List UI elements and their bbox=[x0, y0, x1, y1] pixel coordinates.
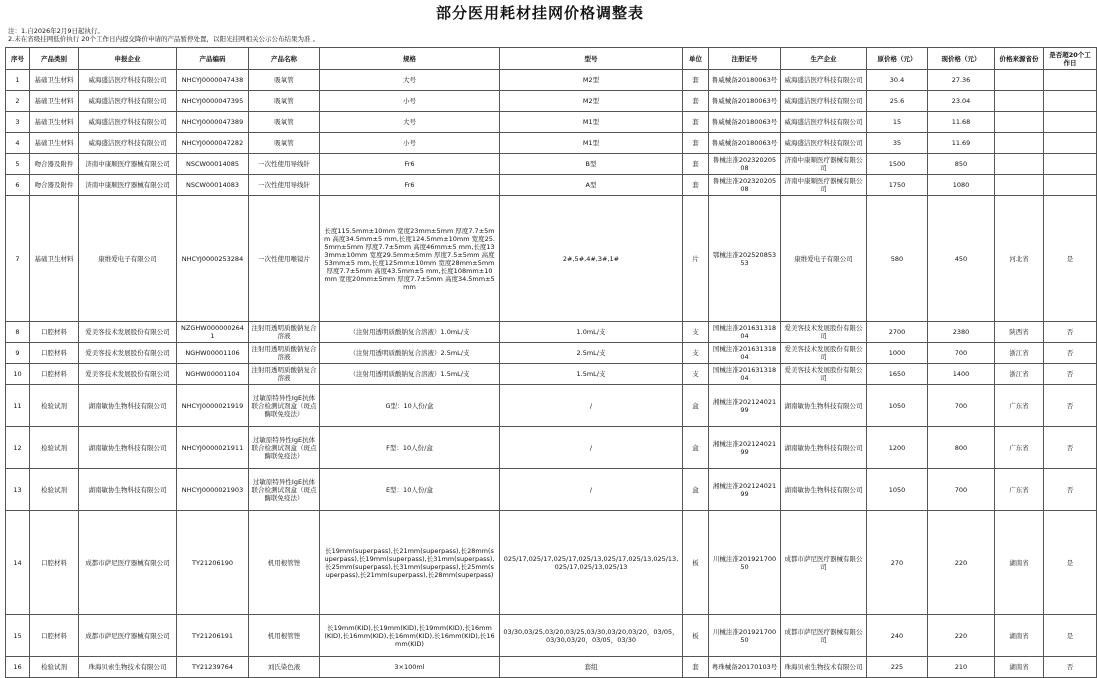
cell-orig: 35 bbox=[867, 133, 928, 154]
cell-over: 否 bbox=[1044, 364, 1097, 385]
note-line-2: 2.未在省级挂网低价执行 20个工作日内提交降价申请的产品暂停处置，以阳光挂网相关公示公布结果为准 。 bbox=[8, 35, 320, 43]
cell-source bbox=[995, 154, 1044, 175]
cell-category: 口腔材料 bbox=[30, 511, 79, 615]
cell-model: M2型 bbox=[500, 70, 683, 91]
cell-model: B型 bbox=[500, 154, 683, 175]
cell-now: 220 bbox=[928, 511, 995, 615]
cell-name: 吸氧管 bbox=[249, 112, 320, 133]
cell-orig: 25.6 bbox=[867, 91, 928, 112]
cell-name: 注射用透明质酸钠复合溶液 bbox=[249, 364, 320, 385]
cell-unit: 套 bbox=[683, 175, 709, 196]
cell-spec: （注射用透明质酸钠复合溶液）2.5mL/支 bbox=[320, 343, 500, 364]
cell-now: 700 bbox=[928, 469, 995, 511]
cell-reg: 鲁威械备20180063号 bbox=[709, 133, 781, 154]
cell-name: 一次性使用导线针 bbox=[249, 154, 320, 175]
cell-maker: 济南中康顺医疗器械有限公司 bbox=[781, 154, 867, 175]
cell-spec: 长19mm(superpass),长21mm(superpass),长28mm(superpass),长19mm(superpass),长31mm(superpass),长25mm(superpass),长31mm(superpass),长25mm(superpass),长21mm(superpass),长28mm(superpass) bbox=[320, 511, 500, 615]
cell-maker: 爱美客技术发展股份有限公司 bbox=[781, 364, 867, 385]
header-category: 产品类别 bbox=[30, 48, 79, 70]
cell-over: 否 bbox=[1044, 322, 1097, 343]
cell-no: 10 bbox=[6, 364, 30, 385]
cell-over: 否 bbox=[1044, 427, 1097, 469]
cell-orig: 225 bbox=[867, 657, 928, 678]
cell-category: 基础卫生材料 bbox=[30, 112, 79, 133]
cell-spec: E型：10人份/盒 bbox=[320, 469, 500, 511]
cell-over bbox=[1044, 133, 1097, 154]
table-row bbox=[6, 175, 1097, 196]
cell-over: 否 bbox=[1044, 657, 1097, 678]
cell-now: 23.04 bbox=[928, 91, 995, 112]
cell-reg: 鲁械注准20232020508 bbox=[709, 154, 781, 175]
cell-now: 1400 bbox=[928, 364, 995, 385]
cell-maker: 威海盛洁医疗科技有限公司 bbox=[781, 91, 867, 112]
cell-reg: 鲁械注准20232020508 bbox=[709, 175, 781, 196]
cell-now: 1080 bbox=[928, 175, 995, 196]
cell-source bbox=[995, 175, 1044, 196]
cell-applicant: 成都市萨尼医疗器械有限公司 bbox=[79, 511, 177, 615]
cell-spec: （注射用透明质酸钠复合溶液）1.5mL/支 bbox=[320, 364, 500, 385]
cell-reg: 湘械注准20212402199 bbox=[709, 469, 781, 511]
cell-now: 450 bbox=[928, 196, 995, 322]
header-name: 产品名称 bbox=[249, 48, 320, 70]
cell-maker: 成都市萨尼医疗器械有限公司 bbox=[781, 615, 867, 657]
header-over: 是否超20个工作日 bbox=[1044, 48, 1097, 70]
cell-no: 8 bbox=[6, 322, 30, 343]
cell-category: 检验试剂 bbox=[30, 385, 79, 427]
cell-maker: 济南中康顺医疗器械有限公司 bbox=[781, 175, 867, 196]
cell-spec: 小号 bbox=[320, 133, 500, 154]
header-orig-price: 原价格（元） bbox=[867, 48, 928, 70]
header-no: 序号 bbox=[6, 48, 30, 70]
cell-over: 是 bbox=[1044, 196, 1097, 322]
header-maker: 生产企业 bbox=[781, 48, 867, 70]
cell-reg: 粤珠械备20170103号 bbox=[709, 657, 781, 678]
cell-over bbox=[1044, 91, 1097, 112]
cell-source: 广东省 bbox=[995, 427, 1044, 469]
cell-no: 16 bbox=[6, 657, 30, 678]
header-reg: 注册证号 bbox=[709, 48, 781, 70]
cell-category: 基础卫生材料 bbox=[30, 133, 79, 154]
cell-no: 3 bbox=[6, 112, 30, 133]
table-row bbox=[6, 364, 1097, 385]
cell-reg: 鲁威械备20180063号 bbox=[709, 91, 781, 112]
cell-category: 基础卫生材料 bbox=[30, 70, 79, 91]
cell-source bbox=[995, 133, 1044, 154]
table-row bbox=[6, 112, 1097, 133]
table-row bbox=[6, 511, 1097, 615]
cell-code: NHCYJ0000047395 bbox=[177, 91, 249, 112]
cell-maker: 康维爱电子有限公司 bbox=[781, 196, 867, 322]
cell-maker: 湖南敏协生物科技有限公司 bbox=[781, 427, 867, 469]
cell-unit: 套 bbox=[683, 657, 709, 678]
cell-category: 口腔材料 bbox=[30, 615, 79, 657]
cell-source: 湖南省 bbox=[995, 615, 1044, 657]
header-applicant: 申报企业 bbox=[79, 48, 177, 70]
header-model: 型号 bbox=[500, 48, 683, 70]
cell-unit: 套 bbox=[683, 91, 709, 112]
cell-model: / bbox=[500, 427, 683, 469]
cell-now: 2380 bbox=[928, 322, 995, 343]
cell-orig: 1200 bbox=[867, 427, 928, 469]
cell-now: 11.69 bbox=[928, 133, 995, 154]
cell-reg: 国械注准20163131804 bbox=[709, 343, 781, 364]
cell-name: 过敏原特异性IgE抗体联合检测试剂盒（斑点酶联免疫法） bbox=[249, 385, 320, 427]
cell-unit: 板 bbox=[683, 511, 709, 615]
cell-orig: 1650 bbox=[867, 364, 928, 385]
cell-unit: 盒 bbox=[683, 385, 709, 427]
cell-model: A型 bbox=[500, 175, 683, 196]
cell-reg: 湘械注准20212402199 bbox=[709, 427, 781, 469]
cell-applicant: 济南中康顺医疗器械有限公司 bbox=[79, 175, 177, 196]
cell-orig: 1750 bbox=[867, 175, 928, 196]
cell-source: 湖南省 bbox=[995, 511, 1044, 615]
cell-name: 吸氧管 bbox=[249, 91, 320, 112]
cell-code: NZGHW0000002641 bbox=[177, 322, 249, 343]
table-header-row bbox=[6, 48, 1097, 70]
cell-spec: 3×100ml bbox=[320, 657, 500, 678]
cell-orig: 1050 bbox=[867, 385, 928, 427]
cell-spec: G型：10人份/盒 bbox=[320, 385, 500, 427]
cell-name: 刘氏染色液 bbox=[249, 657, 320, 678]
cell-unit: 套 bbox=[683, 112, 709, 133]
cell-unit: 支 bbox=[683, 343, 709, 364]
cell-applicant: 威海盛洁医疗科技有限公司 bbox=[79, 70, 177, 91]
cell-source bbox=[995, 91, 1044, 112]
cell-spec: F型：10人份/盒 bbox=[320, 427, 500, 469]
cell-spec: 长19mm(KID),长19mm(KID),长19mm(KID),长16mm(KID),长16mm(KID),长16mm(KID),长16mm(KID),长16mm(KID) bbox=[320, 615, 500, 657]
cell-no: 13 bbox=[6, 469, 30, 511]
cell-no: 1 bbox=[6, 70, 30, 91]
cell-model: M2型 bbox=[500, 91, 683, 112]
cell-maker: 威海盛洁医疗科技有限公司 bbox=[781, 70, 867, 91]
cell-category: 口腔材料 bbox=[30, 322, 79, 343]
cell-over bbox=[1044, 175, 1097, 196]
table-row bbox=[6, 385, 1097, 427]
cell-code: NHCYJ0000047438 bbox=[177, 70, 249, 91]
note-line-1: 注：1.自2026年2月9日起执行。 bbox=[8, 27, 105, 35]
cell-model: 025/17,025/17,025/17,025/13,025/17,025/13,025/13,025/17,025/13,025/13 bbox=[500, 511, 683, 615]
cell-no: 14 bbox=[6, 511, 30, 615]
table-row bbox=[6, 70, 1097, 91]
header-source: 价格来源省份 bbox=[995, 48, 1044, 70]
cell-model: 套组 bbox=[500, 657, 683, 678]
cell-category: 基础卫生材料 bbox=[30, 196, 79, 322]
table-row bbox=[6, 427, 1097, 469]
cell-name: 注射用透明质酸钠复合溶液 bbox=[249, 343, 320, 364]
cell-orig: 15 bbox=[867, 112, 928, 133]
cell-reg: 鲁威械备20180063号 bbox=[709, 70, 781, 91]
cell-maker: 珠海贝索生物技术有限公司 bbox=[781, 657, 867, 678]
header-spec: 规格 bbox=[320, 48, 500, 70]
cell-maker: 湖南敏协生物科技有限公司 bbox=[781, 385, 867, 427]
cell-source bbox=[995, 112, 1044, 133]
table-row bbox=[6, 154, 1097, 175]
cell-category: 检验试剂 bbox=[30, 657, 79, 678]
cell-orig: 1050 bbox=[867, 469, 928, 511]
cell-maker: 湖南敏协生物科技有限公司 bbox=[781, 469, 867, 511]
cell-unit: 片 bbox=[683, 196, 709, 322]
cell-category: 基础卫生材料 bbox=[30, 91, 79, 112]
cell-category: 吻合器及附件 bbox=[30, 175, 79, 196]
cell-applicant: 爱美客技术发展股份有限公司 bbox=[79, 364, 177, 385]
cell-reg: 湘械注准20212402199 bbox=[709, 385, 781, 427]
cell-code: NGHW00001104 bbox=[177, 364, 249, 385]
cell-applicant: 成都市萨尼医疗器械有限公司 bbox=[79, 615, 177, 657]
cell-code: TY21206190 bbox=[177, 511, 249, 615]
cell-now: 700 bbox=[928, 385, 995, 427]
cell-category: 吻合器及附件 bbox=[30, 154, 79, 175]
page-title: 部分医用耗材挂网价格调整表 bbox=[435, 4, 644, 22]
table-row bbox=[6, 196, 1097, 322]
cell-no: 4 bbox=[6, 133, 30, 154]
cell-unit: 支 bbox=[683, 364, 709, 385]
cell-maker: 威海盛洁医疗科技有限公司 bbox=[781, 112, 867, 133]
cell-no: 5 bbox=[6, 154, 30, 175]
table-row bbox=[6, 615, 1097, 657]
cell-now: 220 bbox=[928, 615, 995, 657]
cell-over bbox=[1044, 154, 1097, 175]
cell-orig: 1500 bbox=[867, 154, 928, 175]
cell-name: 吸氧管 bbox=[249, 70, 320, 91]
cell-now: 27.36 bbox=[928, 70, 995, 91]
cell-now: 700 bbox=[928, 343, 995, 364]
cell-code: NHCYJ0000021903 bbox=[177, 469, 249, 511]
cell-orig: 30.4 bbox=[867, 70, 928, 91]
cell-maker: 爱美客技术发展股份有限公司 bbox=[781, 322, 867, 343]
cell-name: 过敏原特异性IgE抗体联合检测试剂盒（斑点酶联免疫法） bbox=[249, 427, 320, 469]
table-row bbox=[6, 343, 1097, 364]
table-row bbox=[6, 91, 1097, 112]
cell-over: 是 bbox=[1044, 615, 1097, 657]
cell-applicant: 湖南敏协生物科技有限公司 bbox=[79, 385, 177, 427]
cell-now: 800 bbox=[928, 427, 995, 469]
cell-applicant: 珠海贝索生物技术有限公司 bbox=[79, 657, 177, 678]
cell-reg: 国械注准20163131804 bbox=[709, 322, 781, 343]
cell-applicant: 湖南敏协生物科技有限公司 bbox=[79, 469, 177, 511]
cell-now: 850 bbox=[928, 154, 995, 175]
cell-reg: 国械注准20163131804 bbox=[709, 364, 781, 385]
cell-code: NGHW00001106 bbox=[177, 343, 249, 364]
cell-unit: 套 bbox=[683, 133, 709, 154]
cell-no: 7 bbox=[6, 196, 30, 322]
cell-name: 机用根管锉 bbox=[249, 511, 320, 615]
cell-name: 注射用透明质酸钠复合溶液 bbox=[249, 322, 320, 343]
cell-applicant: 威海盛洁医疗科技有限公司 bbox=[79, 133, 177, 154]
cell-reg: 鄂械注准20252085353 bbox=[709, 196, 781, 322]
cell-orig: 2700 bbox=[867, 322, 928, 343]
cell-no: 9 bbox=[6, 343, 30, 364]
cell-now: 210 bbox=[928, 657, 995, 678]
cell-reg: 川械注准20192170050 bbox=[709, 615, 781, 657]
header-unit: 单位 bbox=[683, 48, 709, 70]
cell-name: 过敏原特异性IgE抗体联合检测试剂盒（斑点酶联免疫法） bbox=[249, 469, 320, 511]
cell-spec: Fr6 bbox=[320, 175, 500, 196]
cell-spec: 小号 bbox=[320, 91, 500, 112]
cell-reg: 川械注准20192170050 bbox=[709, 511, 781, 615]
cell-applicant: 爱美客技术发展股份有限公司 bbox=[79, 322, 177, 343]
cell-category: 检验试剂 bbox=[30, 469, 79, 511]
cell-name: 一次性使用喉镜片 bbox=[249, 196, 320, 322]
cell-unit: 盒 bbox=[683, 469, 709, 511]
cell-applicant: 湖南敏协生物科技有限公司 bbox=[79, 427, 177, 469]
cell-applicant: 济南中康顺医疗器械有限公司 bbox=[79, 154, 177, 175]
table-row bbox=[6, 469, 1097, 511]
cell-model: / bbox=[500, 385, 683, 427]
cell-source: 湖南省 bbox=[995, 657, 1044, 678]
cell-category: 口腔材料 bbox=[30, 343, 79, 364]
cell-spec: 长度115.5mm±10mm 宽度23mm±5mm 厚度7.7±5mm 高度34.5mm±5 mm,长度124.5mm±10mm 宽度25.5mm±5mm 厚度7.7±5mm 高度46mm±5 mm,长度133mm±10mm 宽度29.5mm±5mm 厚度7.5±5mm 高度53mm±5 mm,长度125mm±10mm 宽度28mm±5mm 厚度7.7±5mm 高度43.5mm±5 mm,长度108mm±10mm 宽度20mm±5mm 厚度7.7±5mm 高度34.5mm±5 mm bbox=[320, 196, 500, 322]
cell-model: / bbox=[500, 469, 683, 511]
cell-orig: 270 bbox=[867, 511, 928, 615]
cell-code: TY21239764 bbox=[177, 657, 249, 678]
cell-over bbox=[1044, 112, 1097, 133]
cell-spec: Fr6 bbox=[320, 154, 500, 175]
cell-category: 检验试剂 bbox=[30, 427, 79, 469]
cell-model: M1型 bbox=[500, 133, 683, 154]
table-row bbox=[6, 133, 1097, 154]
cell-over: 否 bbox=[1044, 343, 1097, 364]
cell-code: NSCW00014083 bbox=[177, 175, 249, 196]
cell-over: 否 bbox=[1044, 469, 1097, 511]
cell-over: 否 bbox=[1044, 385, 1097, 427]
cell-spec: 大号 bbox=[320, 112, 500, 133]
cell-now: 11.68 bbox=[928, 112, 995, 133]
cell-unit: 套 bbox=[683, 154, 709, 175]
cell-unit: 盒 bbox=[683, 427, 709, 469]
cell-name: 一次性使用导线针 bbox=[249, 175, 320, 196]
cell-code: NHCYJ0000021919 bbox=[177, 385, 249, 427]
cell-name: 吸氧管 bbox=[249, 133, 320, 154]
cell-maker: 威海盛洁医疗科技有限公司 bbox=[781, 133, 867, 154]
cell-unit: 支 bbox=[683, 322, 709, 343]
cell-source: 广东省 bbox=[995, 469, 1044, 511]
cell-no: 15 bbox=[6, 615, 30, 657]
cell-code: NHCYJ0000021911 bbox=[177, 427, 249, 469]
cell-orig: 1000 bbox=[867, 343, 928, 364]
cell-model: 2#,5#,4#,3#,1# bbox=[500, 196, 683, 322]
cell-name: 机用根管锉 bbox=[249, 615, 320, 657]
cell-unit: 套 bbox=[683, 70, 709, 91]
cell-code: NHCYJ0000047389 bbox=[177, 112, 249, 133]
cell-category: 口腔材料 bbox=[30, 364, 79, 385]
cell-source: 浙江省 bbox=[995, 343, 1044, 364]
cell-applicant: 爱美客技术发展股份有限公司 bbox=[79, 343, 177, 364]
cell-applicant: 康维爱电子有限公司 bbox=[79, 196, 177, 322]
cell-model: 03/30,03/25,03/20,03/25,03/30,03/20,03/20，03/05，03/30,03/20，03/05，03/30 bbox=[500, 615, 683, 657]
cell-model: 1.0mL/支 bbox=[500, 322, 683, 343]
cell-source: 浙江省 bbox=[995, 364, 1044, 385]
header-now-price: 现价格（元） bbox=[928, 48, 995, 70]
table-row bbox=[6, 657, 1097, 678]
cell-code: NHCYJ0000047282 bbox=[177, 133, 249, 154]
cell-over: 是 bbox=[1044, 511, 1097, 615]
price-table bbox=[5, 47, 1097, 678]
cell-spec: （注射用透明质酸钠复合溶液）1.0mL/支 bbox=[320, 322, 500, 343]
cell-no: 12 bbox=[6, 427, 30, 469]
header-code: 产品编码 bbox=[177, 48, 249, 70]
cell-applicant: 威海盛洁医疗科技有限公司 bbox=[79, 112, 177, 133]
cell-maker: 爱美客技术发展股份有限公司 bbox=[781, 343, 867, 364]
cell-orig: 580 bbox=[867, 196, 928, 322]
table-row bbox=[6, 322, 1097, 343]
cell-source: 河北省 bbox=[995, 196, 1044, 322]
cell-model: 2.5mL/支 bbox=[500, 343, 683, 364]
cell-model: M1型 bbox=[500, 112, 683, 133]
cell-applicant: 威海盛洁医疗科技有限公司 bbox=[79, 91, 177, 112]
cell-over bbox=[1044, 70, 1097, 91]
cell-source: 陕西省 bbox=[995, 322, 1044, 343]
cell-code: NSCW00014085 bbox=[177, 154, 249, 175]
cell-no: 11 bbox=[6, 385, 30, 427]
cell-no: 2 bbox=[6, 91, 30, 112]
cell-maker: 成都市萨尼医疗器械有限公司 bbox=[781, 511, 867, 615]
cell-spec: 大号 bbox=[320, 70, 500, 91]
cell-code: TY21206191 bbox=[177, 615, 249, 657]
cell-unit: 板 bbox=[683, 615, 709, 657]
cell-reg: 鲁威械备20180063号 bbox=[709, 112, 781, 133]
cell-source bbox=[995, 70, 1044, 91]
cell-source: 广东省 bbox=[995, 385, 1044, 427]
cell-code: NHCYJ0000253284 bbox=[177, 196, 249, 322]
cell-model: 1.5mL/支 bbox=[500, 364, 683, 385]
cell-no: 6 bbox=[6, 175, 30, 196]
cell-orig: 240 bbox=[867, 615, 928, 657]
